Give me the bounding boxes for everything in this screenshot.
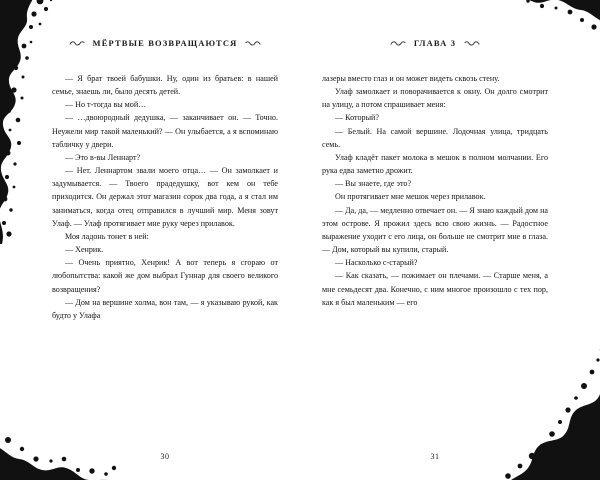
paragraph: — Я брат твоей бабушки. Ну, один из братьев: в нашей семье, знаешь ли, было десять детей.	[52, 74, 278, 97]
running-head-recto-label: ГЛАВА 3	[413, 38, 457, 48]
page-recto	[300, 0, 600, 480]
paragraph: — …двоюродный дедушка, — заканчивает он. — Точно. Неужели мир такой маленький? — Он улыбается, а я вспоминаю табличку у двери.	[52, 113, 278, 149]
paragraph: — Да, да, — медленно отвечает он. — Я знаю каждый дом на этом острове. Я прожил здесь всю свою жизнь. — Радостное выражение уходит с его лица, он больше не смотрит мне в глаза. — Дом, который вы купили, старый.	[322, 205, 548, 255]
head-spacer-verso	[52, 50, 278, 72]
swash-ornament-icon	[390, 40, 406, 47]
paragraph: — Это в-вы Леннарт?	[65, 152, 141, 162]
swash-ornament-icon	[69, 40, 85, 47]
folio-recto: 31	[430, 452, 440, 461]
paragraph: — Вы знаете, где это?	[335, 179, 412, 189]
paragraph: — Нет. Леннартом звали моего отца… — Он замолкает и задумывается. — Твоего прадедушку, вот кем он тебе приходится. Он держал этот магазин сорок два года, а я стал им заниматься, когда отец отправился в лучший мир. Меня зовут Улаф. — Улаф протягивает мне руку через прилавок.	[52, 166, 278, 228]
paragraph: — Как сказать, — пожимает он плечами. — Старше меня, а мне семьдесят два. Конечно, с ним многое произошло с тех пор, как я был маленьким — его	[322, 271, 548, 307]
paragraph: — Очень приятно, Хенрик! А вот теперь я сгораю от любопытства: какой же дом выбрал Гуннар для своего великого возвращения?	[52, 258, 278, 294]
running-head-recto	[322, 36, 548, 50]
body-text-verso	[52, 72, 278, 441]
paragraph: Моя ладонь тонет в ней:	[65, 231, 149, 241]
paragraph: Он протягивает мне мешок через прилавок.	[335, 192, 486, 202]
paragraph: лазеры вместо глаз и он может видеть сквозь стену.	[322, 74, 500, 83]
paragraph: — Хенрик.	[65, 245, 104, 255]
paragraph: — Дом на вершине холма, вон там, — я указываю рукой, как будто у Улафа	[52, 297, 278, 320]
swash-ornament-icon	[245, 40, 261, 47]
body-text-recto	[322, 72, 548, 441]
swash-ornament-icon	[464, 40, 480, 47]
head-spacer-recto	[322, 50, 548, 72]
paragraph: — Насколько с-старый?	[335, 258, 418, 268]
running-head-verso-label: МЁРТВЫЕ ВОЗВРАЩАЮТСЯ	[92, 38, 238, 48]
paragraph: Улаф кладёт пакет молока в мешок в полном молчании. Его рука едва заметно дрожит.	[322, 152, 548, 176]
running-head-verso	[52, 36, 278, 50]
folio-verso: 30	[160, 452, 170, 461]
paragraph: Улаф замолкает и поворачивается к окну. Он долго смотрит на улицу, а потом спрашивает меня:	[322, 87, 548, 110]
paragraph: — Но т-тогда вы мой…	[65, 100, 147, 110]
paragraph: — Белый. На самой вершине. Лодочная улица, тридцать семь.	[322, 126, 548, 149]
paragraph: — Который?	[335, 113, 379, 123]
